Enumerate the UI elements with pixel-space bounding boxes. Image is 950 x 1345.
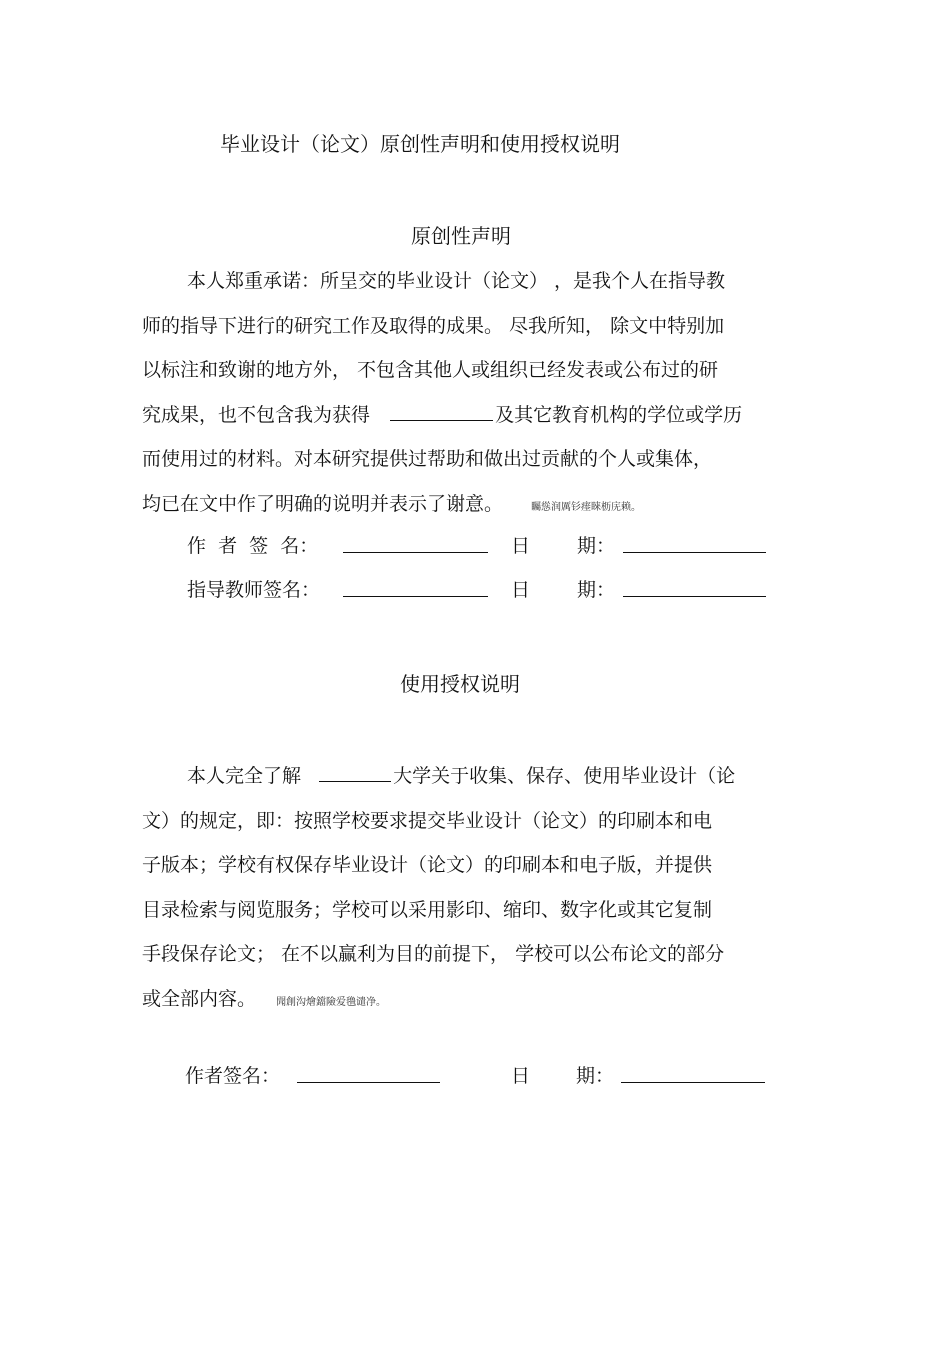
authorization-signature-field[interactable] <box>297 1064 440 1083</box>
originality-statement <box>142 259 812 530</box>
statement-line: 目录检索与阅览服务；学校可以采用影印、缩印、数字化或其它复制 <box>142 898 713 921</box>
statement-text: 本人完全了解 <box>187 765 302 787</box>
statement-text: 均已在文中作了明确的说明并表示了谢意。 <box>142 492 504 515</box>
statement-line: 而使用过的材料。对本研究提供过帮助和做出过贡献的个人或集体， <box>142 448 713 470</box>
statement-line: 本人郑重承诺：所呈交的毕业设计（论文） ，是我个人在指导教 <box>187 270 726 292</box>
authorization-heading: 使用授权说明 <box>400 672 520 696</box>
statement-line <box>142 393 812 438</box>
statement-text: 究成果，也不包含我为获得 <box>142 403 371 426</box>
authorization-statement <box>142 754 812 1025</box>
statement-line: 以标注和致谢的地方外， 不包含其他人或组织已经发表或公布过的研 <box>142 359 719 381</box>
advisor-date-field[interactable] <box>623 578 766 597</box>
date-label: 期： <box>576 1065 615 1087</box>
advisor-signature-label: 指导教师签名： <box>187 579 321 601</box>
author-signature-label: 作 者 签 名： <box>187 535 319 557</box>
date-label: 期： <box>577 579 616 601</box>
date-label: 日 <box>511 535 531 557</box>
small-note: 聞創沟燴鐺險爱氇谴净。 <box>276 996 387 1008</box>
date-label: 日 <box>511 579 531 601</box>
page-title: 毕业设计（论文）原创性声明和使用授权说明 <box>220 132 620 156</box>
advisor-signature-row <box>187 575 320 602</box>
university-blank[interactable] <box>319 763 391 782</box>
date-label: 期： <box>577 535 616 557</box>
originality-heading: 原创性声明 <box>411 224 511 248</box>
author-signature-field[interactable] <box>343 534 488 553</box>
date-label: 日 <box>511 1065 531 1087</box>
statement-line: 师的指导下进行的研究工作及取得的成果。 尽我所知， 除文中特别加 <box>142 314 725 337</box>
statement-line <box>142 482 812 531</box>
statement-text: 大学关于收集、保存、使用毕业设计（论 <box>393 765 736 787</box>
authorization-author-label: 作者签名： <box>185 1065 281 1087</box>
statement-line <box>142 754 812 799</box>
author-date-field[interactable] <box>623 534 766 553</box>
advisor-signature-field[interactable] <box>343 578 488 597</box>
statement-text: 或全部内容。 <box>142 987 257 1010</box>
statement-text: 及其它教育机构的学位或学历 <box>495 403 743 426</box>
author-signature-row <box>187 531 318 558</box>
small-note: 矚慫润厲钐瘗睞枥庑赖。 <box>531 501 642 513</box>
statement-line: 手段保存论文； 在不以赢利为目的前提下， 学校可以公布论文的部分 <box>142 943 725 965</box>
statement-line: 文）的规定，即：按照学校要求提交毕业设计（论文）的印刷本和电 <box>142 809 713 832</box>
statement-line <box>142 977 812 1026</box>
authorization-date-field[interactable] <box>621 1064 765 1083</box>
authorization-author-signature-row <box>185 1061 280 1088</box>
statement-line: 子版本；学校有权保存毕业设计（论文）的印刷本和电子版，并提供 <box>142 854 713 876</box>
institution-blank[interactable] <box>390 402 493 421</box>
